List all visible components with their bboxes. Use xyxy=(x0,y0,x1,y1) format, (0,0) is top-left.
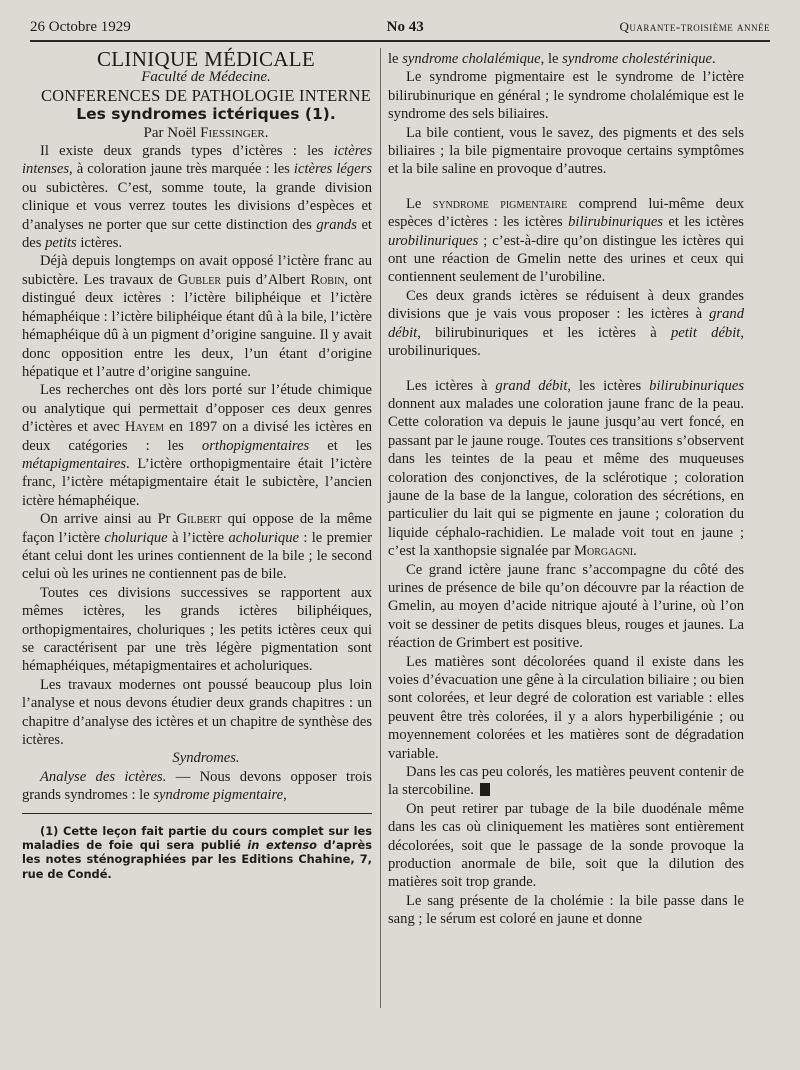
paragraph: Ce grand ictère jaune franc s’accompagne du côté des urines de présence de bile qu’on découvre par la réaction de Gmelin, au moyen d’acide nitrique ajouté à l’urine, où l’on voit se dessiner de petits disques bleus, rouges et jaunes. La réaction de Grimbert est positive. xyxy=(388,561,744,652)
issue-number: No 43 xyxy=(386,18,424,35)
paragraph: Il existe deux grands types d’ictères : les ictères intenses, à coloration jaune très marquée : les ictères légers ou subictères. C’est, somme toute, la grande division clinique et vous verrez toutes les divisions d’espèces et d’analyses ne porter que sur cette distinction des grands et des petits ictères. xyxy=(22,143,372,252)
paragraph: Le syndrome pigmentaire comprend lui-même deux espèces d’ictères : les ictères bilirubinuriques et les ictères urobilinuriques ; c’est-à-dire qu’on distingue les ictères qui ont une réaction de Gmelin nette des urines et ceux qui contiennent seulement de l’urobiline. xyxy=(388,195,744,286)
footnote: (1) Cette leçon fait partie du cours complet sur les maladies de foie qui sera publié in extenso d’après les notes sténographiées par les Editions Chahine, 7, rue de Condé. xyxy=(22,823,372,881)
paragraph: Les matières sont décolorées quand il existe dans les voies d’évacuation une gêne à la circulation biliaire ; ou bien sont colorées, et leur degré de coloration est variable : elles peuvent être très colorées, il y a alors hyperbiligénie ; ou moyennement colorées et les matières sont de dégradation variable. xyxy=(388,653,744,762)
conference-title: CONFERENCES DE PATHOLOGIE INTERNE xyxy=(40,85,372,105)
ink-mark-icon xyxy=(480,783,490,796)
paragraph: Le syndrome pigmentaire est le syndrome de l’ictère bilirubinurique en général ; le syndrome cholalémique est le syndrome des sels biliaires. xyxy=(388,69,744,123)
subsection-heading: Syndromes. xyxy=(172,750,240,767)
byline: Par Noël Fiessinger. xyxy=(143,124,269,141)
faculty-line: Faculté de Médecine. xyxy=(141,69,271,86)
issue-year: Quarante-troisième année xyxy=(619,19,770,34)
left-column xyxy=(22,47,372,881)
author-name: Fiessinger. xyxy=(200,124,269,141)
paragraph: La bile contient, vous le savez, des pigments et des sels biliaires ; la bile pigmentaire provoque certains symptômes et la bile saline en provoque d’autres. xyxy=(388,124,744,178)
right-column xyxy=(388,50,744,929)
page-header xyxy=(30,14,770,42)
paragraph: Les ictères à grand débit, les ictères bilirubinuriques donnent aux malades une coloration jaune franc de la peau. Cette coloration va depuis le jaune jusqu’au vert foncé, en passant par le jaune rouge. Toutes ces transitions s’observent dans les teintes de la peau et même des muqueuses coloration des conjonctives, de la sclérotique ; coloration jaune de la base de la langue, coloration des sécrétions, en particulier du lait qui se pigmente en jaune ; coloration du liquide céphalo-rachidien. Le malade voit tout en jaune ; c’est la xanthopsie signalée par Morgagni. xyxy=(388,377,745,560)
column-divider xyxy=(380,48,381,1008)
article-subtitle: Les syndromes ictériques (1). xyxy=(76,105,336,124)
paragraph: Les travaux modernes ont poussé beaucoup plus loin l’analyse et nous devons étudier deux grands chapitres : un chapitre d’analyse des ictères et un chapitre de synthèse des ictères. xyxy=(22,676,372,749)
paragraph: le syndrome cholalémique, le syndrome cholestérinique. xyxy=(388,51,716,67)
paragraph: Les recherches ont dès lors porté sur l’étude chimique ou analytique qui permettait d’opposer ces deux genres d’ictères et avec Hayem en 1897 on a divisé les ictères en deux catégories : les orthopigmentaires et les métapigmentaires. L’ictère orthopigmentaire était l’ictère franc, l’ictère métapigmentaire était le subictère, l’ancien ictère hémaphéique. xyxy=(22,382,372,509)
paragraph: Ces deux grands ictères se réduisent à deux grandes divisions que je vais vous proposer : les ictères à grand débit, bilirubinuriques et les ictères à petit débit, urobilinuriques. xyxy=(388,287,744,360)
paragraph: Analyse des ictères. — Nous devons opposer trois grands syndromes : le syndrome pigmentaire, xyxy=(22,768,372,804)
paragraph: Dans les cas peu colorés, les matières peuvent contenir de la stercobiline. xyxy=(388,764,744,799)
section-title: CLINIQUE MÉDICALE xyxy=(97,47,315,71)
paragraph: On peut retirer par tubage de la bile duodénale même dans les cas où cliniquement les matières sont entièrement décolorées, soit que le passage de la sonde provoque la production anormale de bile, soit que la dilution des matières soit trop grande. xyxy=(388,800,744,891)
footnote-rule xyxy=(22,813,372,814)
paragraph: Toutes ces divisions successives se rapportent aux mêmes ictères, les grands ictères biliphéiques, orthopigmentaires, choluriques ; les petits ictères ceux qui se caractérisent par une très légère pigmentation sont hémaphéiques, métapigmentaires et acholuriques. xyxy=(22,584,372,675)
paragraph: Déjà depuis longtemps on avait opposé l’ictère franc au subictère. Les travaux de Gubler puis d’Albert Robin, ont distingué deux ictères : l’ictère biliphéique et l’ictère hémaphéique : l’ictère biliphéique étant dû à la bile, l’ictère hémaphéique dû à un pigment d’origine sanguine. Il y avait donc opposition entre les deux, l’un étant d’origine hépatique et l’autre d’origine sanguine. xyxy=(22,253,372,380)
paragraph: Le sang présente de la cholémie : la bile passe dans le sang ; le sérum est coloré en jaune et donne xyxy=(388,892,744,928)
paragraph: On arrive ainsi au Pr Gilbert qui oppose de la même façon l’ictère cholurique à l’ictère acholurique : le premier étant celui dont les urines contiennent de la bile ; le second celui où les urines ne contiennent pas de bile. xyxy=(22,511,372,583)
issue-date: 26 Octobre 1929 xyxy=(30,18,131,35)
